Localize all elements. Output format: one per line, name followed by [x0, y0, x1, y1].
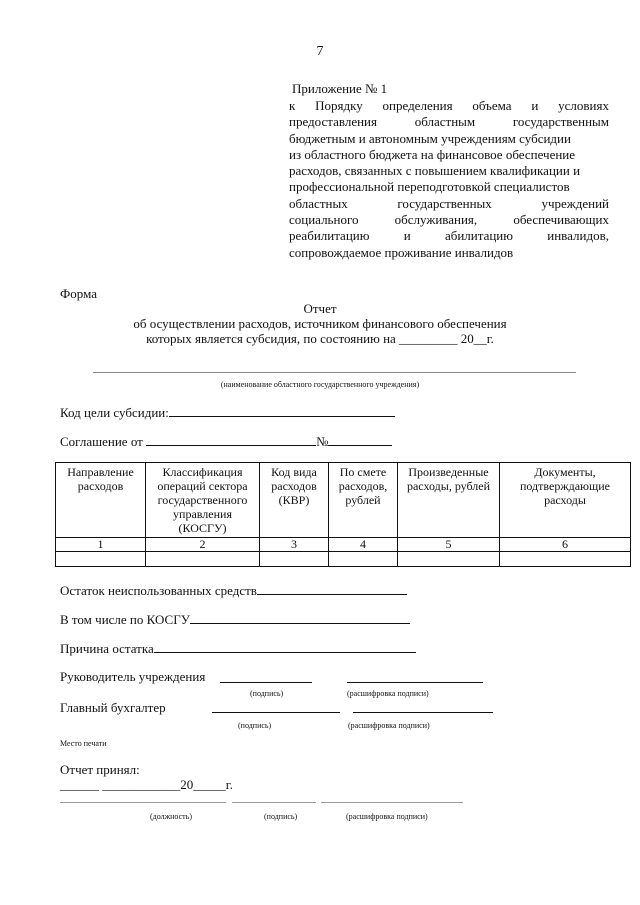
appendix-line-8: социального обслуживания, обеспечивающих [289, 212, 609, 228]
header-documents: Документы, подтверждающие расходы [500, 463, 631, 538]
header-kosgu: Классификация операций сектора государственного управления (КОСГУ) [146, 463, 260, 538]
head-signature-line[interactable] [220, 682, 312, 683]
head-decoding-line[interactable] [347, 682, 483, 683]
page-number: 7 [316, 44, 324, 59]
table-row [56, 538, 631, 552]
table-cell[interactable] [260, 552, 329, 567]
form-label: Форма [60, 286, 97, 301]
column-number: 4 [329, 538, 398, 552]
appendix-body [289, 98, 609, 261]
head-decoding-caption: (расшифровка подписи) [347, 689, 429, 698]
header-estimate: По смете расходов, рублей [329, 463, 398, 538]
report-accepted-label: Отчет принял: [60, 762, 140, 777]
stamp-place: Место печати [60, 739, 107, 748]
accountant-signature-line[interactable] [212, 712, 340, 713]
reason-label: Причина остатка [60, 641, 154, 656]
appendix-line-1: к Порядку определения объема и условиях [289, 98, 609, 113]
acceptor-signature-caption: (подпись) [264, 812, 298, 821]
appendix-line-2: предоставления областным государственным [289, 114, 609, 130]
report-heading [0, 301, 640, 346]
agreement-row [60, 434, 392, 450]
report-title: Отчет [303, 301, 337, 316]
remaining-funds-label: Остаток неиспользованных средств [60, 583, 257, 598]
kosgu-input[interactable] [190, 612, 410, 624]
reason-row [60, 641, 416, 657]
position-line[interactable] [60, 802, 226, 803]
acceptance-date[interactable]: ______ ____________20_____г. [60, 777, 233, 792]
acceptor-signature-line[interactable] [232, 802, 316, 803]
subsidy-goal-code-row [60, 405, 395, 421]
column-number: 6 [500, 538, 631, 552]
appendix-line-9: реабилитацию и абилитацию инвалидов, [289, 228, 609, 244]
table-cell[interactable] [146, 552, 260, 567]
accountant-label: Главный бухгалтер [60, 700, 166, 715]
head-signature-caption: (подпись) [250, 689, 284, 698]
appendix-line-7: областных государственных учреждений [289, 195, 609, 211]
report-subtitle-2: которых является субсидия, по состоянию на _________ 20__г. [146, 331, 494, 346]
accountant-decoding-line[interactable] [353, 712, 493, 713]
subsidy-goal-code-label: Код цели субсидии: [60, 405, 169, 420]
appendix-line-5: расходов, связанных с повышением квалификации и [289, 163, 581, 179]
reason-input[interactable] [154, 641, 416, 653]
head-label: Руководитель учреждения [60, 669, 206, 684]
table-row [56, 552, 631, 567]
table-cell[interactable] [56, 552, 146, 567]
column-number: 2 [146, 538, 260, 552]
accountant-signature-caption: (подпись) [238, 721, 272, 730]
remaining-funds-row [60, 583, 407, 599]
table-cell[interactable] [329, 552, 398, 567]
table-cell[interactable] [398, 552, 500, 567]
appendix-line-3: бюджетным и автономным учреждениям субсидии [289, 130, 571, 146]
column-number: 5 [398, 538, 500, 552]
acceptor-decoding-caption: (расшифровка подписи) [346, 812, 428, 821]
column-number: 3 [260, 538, 329, 552]
appendix-line-6: профессиональной переподготовкой специалистов [289, 179, 570, 195]
kosgu-label: В том числе по КОСГУ [60, 612, 190, 627]
institution-caption: (наименование областного государственного учреждения) [220, 380, 420, 389]
header-direction: Направление расходов [56, 463, 146, 538]
appendix-line-4: из областного бюджета на финансовое обеспечение [289, 146, 576, 162]
appendix-line-10: сопровождаемое проживание инвалидов [289, 244, 514, 260]
table-cell[interactable] [500, 552, 631, 567]
report-subtitle-1: об осуществлении расходов, источником финансового обеспечения [133, 316, 507, 331]
header-kvr: Код вида расходов (КВР) [260, 463, 329, 538]
remaining-funds-input[interactable] [257, 583, 407, 595]
header-expenses: Произведенные расходы, рублей [398, 463, 500, 538]
appendix-title: Приложение № 1 [292, 81, 388, 96]
accountant-decoding-caption: (расшифровка подписи) [348, 721, 430, 730]
agreement-from-label: Соглашение от [60, 434, 143, 449]
table-header-row [56, 463, 631, 538]
position-caption: (должность) [150, 812, 192, 821]
kosgu-row [60, 612, 410, 628]
acceptor-decoding-line[interactable] [321, 802, 463, 803]
agreement-date-input[interactable] [146, 434, 316, 446]
expenses-table [55, 462, 631, 567]
subsidy-goal-code-input[interactable] [169, 405, 395, 417]
agreement-number-input[interactable] [328, 434, 392, 446]
institution-name-line[interactable] [93, 372, 576, 373]
agreement-number-label: № [316, 434, 329, 449]
column-number: 1 [56, 538, 146, 552]
